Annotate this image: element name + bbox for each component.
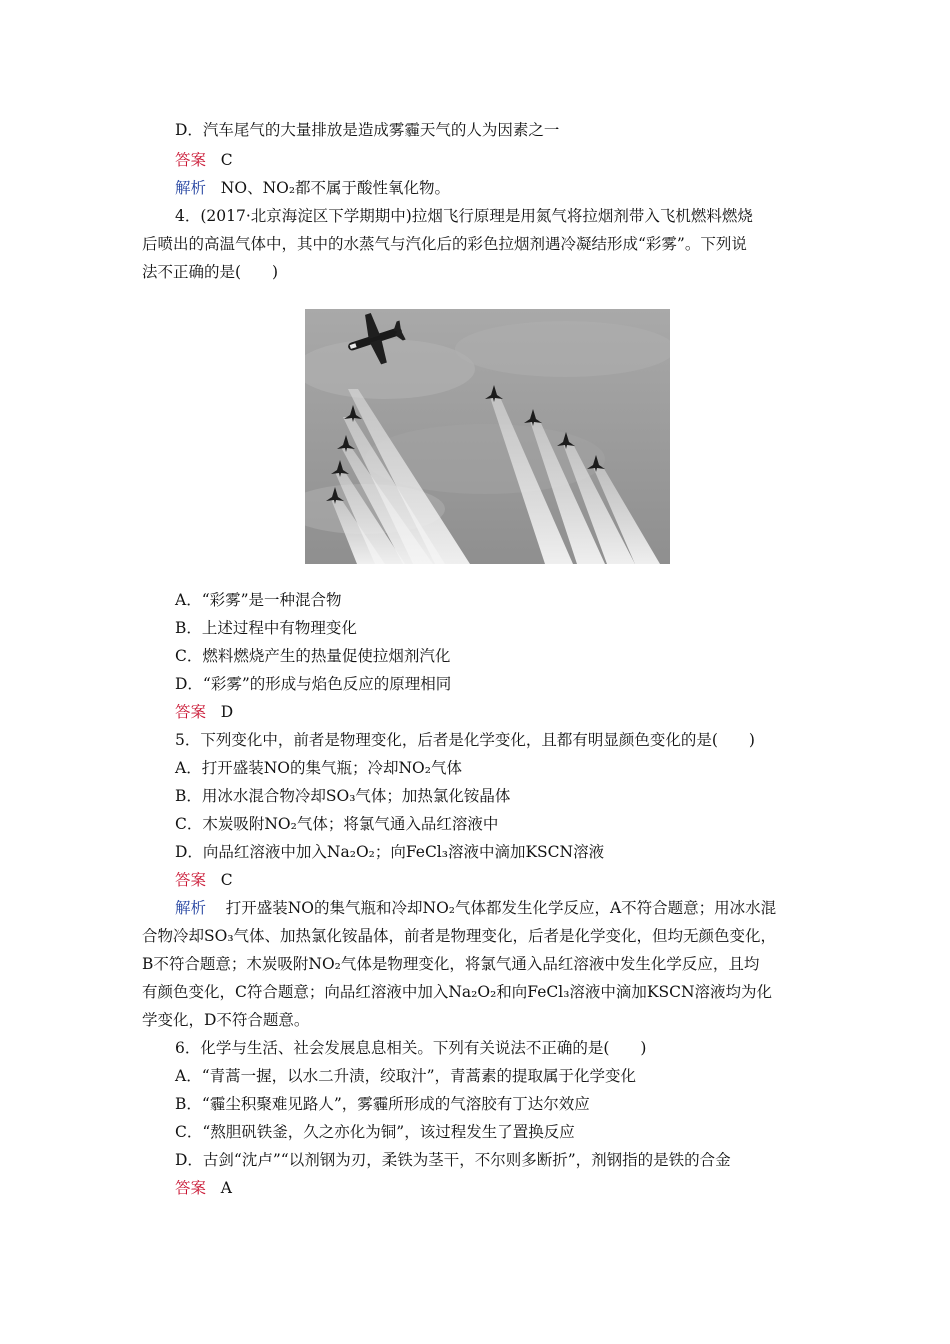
answer-label: 答案 [175,151,207,169]
q5-analysis-line4: 有颜色变化，C符合题意；向品红溶液中加入Na₂O₂和向FeCl₃溶液中滴加KSCN溶液均为化 [142,983,773,1001]
answer-label: 答案 [175,703,207,721]
q4-answer-row [175,702,233,722]
q3-answer-row [175,150,233,170]
q5-analysis-row [175,898,776,918]
q5-analysis-line5: 学变化，D不符合题意。 [142,1011,310,1029]
answer-label: 答案 [175,871,207,889]
q3-option-d: D．汽车尾气的大量排放是造成雾霾天气的人为因素之一 [175,121,560,139]
q5-option-a: A．打开盛装NO的集气瓶；冷却NO₂气体 [175,759,462,777]
analysis-label: 解析 [175,179,207,197]
q6-stem: 6．化学与生活、社会发展息息相关。下列有关说法不正确的是( ) [175,1039,647,1057]
q4-stem-line2: 后喷出的高温气体中，其中的水蒸气与汽化后的彩色拉烟剂遇冷凝结形成“彩雾”。下列说 [142,235,747,253]
q5-answer-row [175,870,233,890]
q4-option-b: B．上述过程中有物理变化 [175,619,357,637]
q6-option-b: B．“霾尘积聚难见路人”，雾霾所形成的气溶胶有丁达尔效应 [175,1095,590,1113]
analysis-text: 打开盛装NO的集气瓶和冷却NO₂气体都发生化学反应，A不符合题意；用冰水混 [225,899,777,917]
q6-option-c: C．“熬胆矾铁釜，久之亦化为铜”，该过程发生了置换反应 [175,1123,575,1141]
q6-answer-row [175,1178,232,1198]
q5-option-d: D．向品红溶液中加入Na₂O₂；向FeCl₃溶液中滴加KSCN溶液 [175,843,605,861]
q4-stem-line3: 法不正确的是( ) [142,263,279,281]
answer-value: C [220,151,233,169]
answer-value: A [220,1179,232,1197]
q4-option-c: C．燃料燃烧产生的热量促使拉烟剂汽化 [175,647,451,665]
answer-value: D [220,703,234,721]
q5-stem: 5．下列变化中，前者是物理变化，后者是化学变化，且都有明显颜色变化的是( ) [175,731,755,749]
airshow-illustration [305,309,670,564]
answer-value: C [220,871,233,889]
analysis-text: NO、NO₂都不属于酸性氧化物。 [220,179,451,197]
q5-option-b: B．用冰水混合物冷却SO₃气体；加热氯化铵晶体 [175,787,511,805]
q5-analysis-line3: B不符合题意；木炭吸附NO₂气体是物理变化，将氯气通入品红溶液中发生化学反应，且均 [142,955,760,973]
q4-option-a: A．“彩雾”是一种混合物 [175,591,342,609]
q4-stem-line1: 4．(2017·北京海淀区下学期期中)拉烟飞行原理是用氮气将拉烟剂带入飞机燃料燃烧 [175,207,753,225]
q6-option-d: D．古剑“沈卢”“以剂钢为刃，柔铁为茎干，不尔则多断折”，剂钢指的是铁的合金 [175,1151,731,1169]
q5-analysis-line2: 合物冷却SO₃气体、加热氯化铵晶体，前者是物理变化，后者是化学变化，但均无颜色变化， [142,927,777,945]
q4-option-d: D．“彩雾”的形成与焰色反应的原理相同 [175,675,452,693]
analysis-label: 解析 [175,899,207,917]
answer-label: 答案 [175,1179,207,1197]
airshow-photo [305,309,670,564]
q6-option-a: A．“青蒿一握，以水二升渍，绞取汁”，青蒿素的提取属于化学变化 [175,1067,637,1085]
q5-option-c: C．木炭吸附NO₂气体；将氯气通入品红溶液中 [175,815,499,833]
q3-analysis-row [175,178,450,198]
